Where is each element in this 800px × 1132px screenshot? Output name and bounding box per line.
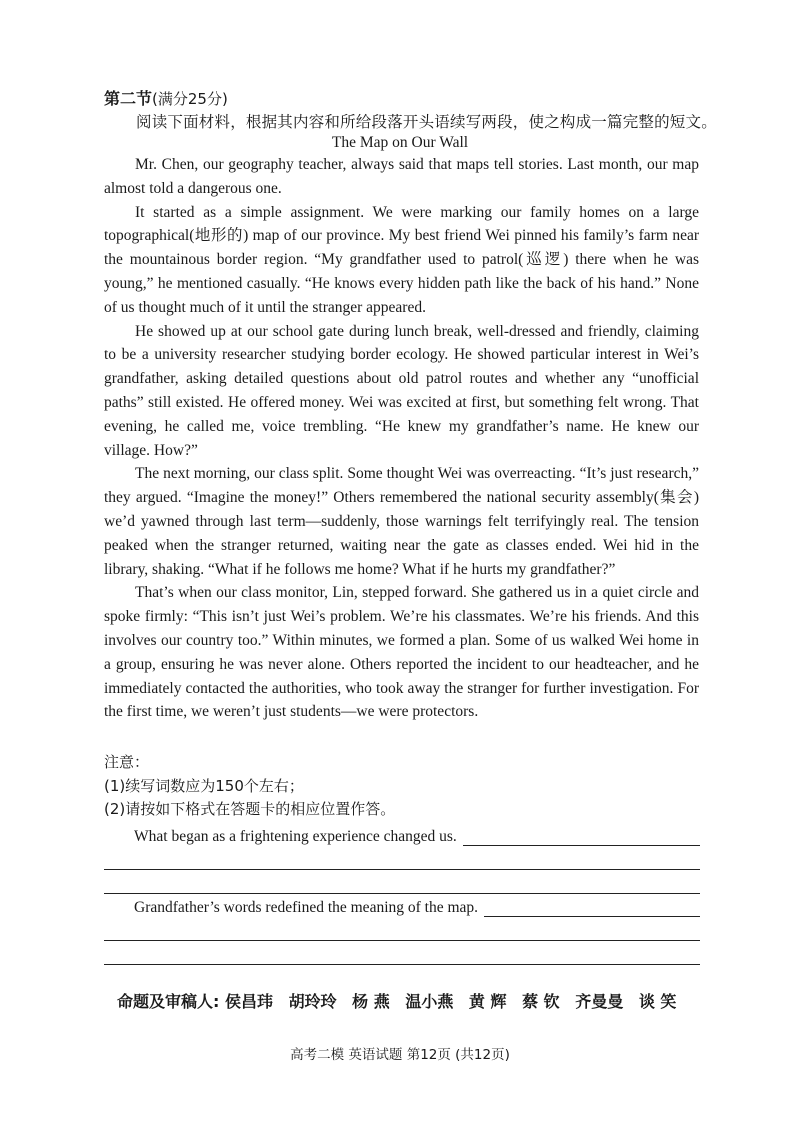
answer-line (104, 870, 700, 894)
story-title: The Map on Our Wall (331, 134, 469, 151)
answer-line (104, 941, 700, 965)
story-paragraph: It started as a simple assignment. We were marking our family homes on a large topographical(地形的) map of our province. My best friend Wei pinned his family’s farm near the mountainous border region. “My grandfather used to patrol(巡逻) there when he was young,” he mentioned casually. “He knows every hidden path like the back of his hand.” None of us thought much of it until the stranger appeared. (104, 203, 699, 316)
continuation-block-2 (104, 893, 700, 965)
author-name: 蔡 钦 (522, 992, 560, 1011)
prompt-line (104, 822, 700, 846)
author-name: 温小燕 (405, 992, 454, 1011)
paragraph-opener: Grandfather’s words redefined the meaning of the map. (134, 899, 479, 916)
page-footer: 高考二模 英语试题 第12页 (共12页) (290, 1047, 510, 1063)
task-instruction: 阅读下面材料，根据其内容和所给段落开头语续写两段，使之构成一篇完整的短文。 (136, 113, 717, 131)
author-name: 谈 笑 (638, 992, 677, 1011)
note-item: (1)续写词数应为150个左右； (104, 776, 304, 795)
note-item: (2)请按如下格式在答题卡的相应位置作答。 (104, 800, 396, 818)
author-name: 齐曼曼 (575, 992, 624, 1011)
section-heading (104, 86, 228, 109)
story-paragraph: He showed up at our school gate during lunch break, well-dressed and friendly, claiming to be a university researcher studying border ecology. He showed particular interest in Wei’s grandfather, asking detailed questions about old patrol routes and whether any “unofficial paths” still existed. He offered money. Wei was excited at first, but something felt wrong. That evening, he called me, voice trembling. “He knew my grandfather’s name. He knew our village. How?” (104, 322, 699, 459)
notes-heading: 注意： (104, 753, 150, 771)
answer-line (104, 917, 700, 941)
answer-line (484, 899, 700, 917)
notes-section (104, 751, 699, 822)
prompt-line (104, 893, 700, 917)
story-paragraph: That’s when our class monitor, Lin, stepped forward. She gathered us in a quiet circle and spoke firmly: “This isn’t just Wei’s problem. We’re his classmates. We’re his friends. And this involves our country too.” Within minutes, we formed a plan. Some of us walked Wei home in a group, ensuring he was never alone. Others reported the incident to our headteacher, and he immediately contacted the authorities, who took away the stranger for further investigation. For the first time, we weren’t just students—we were protectors. (104, 584, 699, 721)
author-name: 侯昌玮 (224, 992, 273, 1011)
author-name: 杨 燕 (352, 992, 390, 1011)
paragraph-opener: What began as a frightening experience changed us. (134, 828, 457, 845)
author-name: 胡玲玲 (288, 992, 337, 1011)
section-score: (满分25分) (152, 90, 228, 108)
story-paragraph: The next morning, our class split. Some thought Wei was overreacting. “It’s just research,” they argued. “Imagine the money!” Others remembered the national security assembly(集会) we’d yawned through last term—suddenly, those warnings felt terrifyingly real. The tension peaked when the stranger returned, waiting near the gate as classes ended. Wei hid in the library, shaking. “What if he follows me home? What if he hurts my grandfather?” (104, 465, 699, 578)
answer-line (463, 828, 700, 846)
answer-line (104, 846, 700, 870)
authors-label: 命题及审稿人: (117, 992, 220, 1011)
story-paragraph: Mr. Chen, our geography teacher, always said that maps tell stories. Last month, our map almost told a dangerous one. (104, 156, 699, 197)
story-body (104, 153, 699, 724)
section-title: 第二节 (104, 89, 153, 108)
author-name: 黄 辉 (468, 992, 507, 1011)
continuation-block-1 (104, 822, 700, 894)
author-credits (117, 989, 717, 1012)
